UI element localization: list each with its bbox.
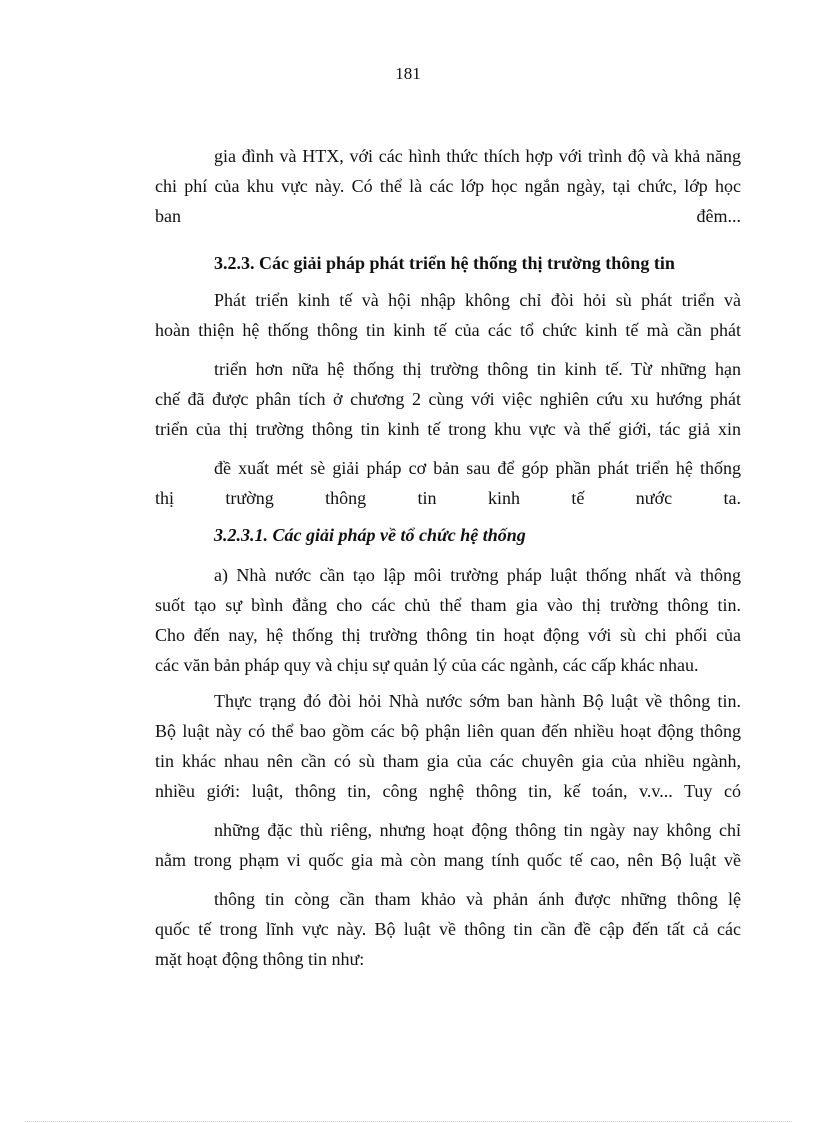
text-line: chế đã được phân tích ở chương 2 cùng với việc nghiên cứu xu hướng phát <box>155 389 741 409</box>
text-line: mặt hoạt động thông tin như: <box>155 949 365 969</box>
text-line: quốc tế trong lĩnh vực này. Bộ luật về thông tin cần đề cập đến tất cả các <box>155 919 741 939</box>
text-line: gia đình và HTX, với các hình thức thích hợp với trình độ và khả năng <box>214 146 741 166</box>
text-line: a) Nhà nước cần tạo lập môi trường pháp luật thống nhất và thông <box>214 565 741 585</box>
subsection-heading: 3.2.3.1. Các giải pháp về tổ chức hệ thống <box>214 525 526 545</box>
text-line: suốt tạo sự bình đẳng cho các chủ thể tham gia vào thị trường thông tin. <box>155 595 741 615</box>
text-line: tin khác nhau nên cần có sù tham gia của các chuyên gia của nhiều ngành, <box>155 751 741 771</box>
page-bottom-divider <box>25 1121 792 1122</box>
text-line: Thực trạng đó đòi hỏi Nhà nước sớm ban hành Bộ luật về thông tin. <box>214 691 741 711</box>
text-line: các văn bản pháp quy và chịu sự quản lý của các ngành, các cấp khác nhau. <box>155 655 699 675</box>
text-line: Cho đến nay, hệ thống thị trường thông tin hoạt động với sù chi phối của <box>155 625 741 645</box>
text-line: thông tin còng cần tham khảo và phản ánh được những thông lệ <box>214 889 741 909</box>
text-line: nằm trong phạm vi quốc gia mà còn mang tính quốc tế cao, nên Bộ luật về <box>155 850 741 870</box>
text-line: thị trường thông tin kinh tế nước ta. <box>155 488 741 508</box>
text-line: triển hơn nữa hệ thống thị trường thông tin kinh tế. Từ những hạn <box>214 359 741 379</box>
page-number: 181 <box>395 64 421 83</box>
text-line: những đặc thù riêng, nhưng hoạt động thông tin ngày nay không chỉ <box>214 820 741 840</box>
text-line: nhiều giới: luật, thông tin, công nghệ thông tin, kế toán, v.v... Tuy có <box>155 781 741 801</box>
text-line: chi phí của khu vực này. Có thể là các lớp học ngắn ngày, tại chức, lớp học <box>155 176 741 196</box>
text-line: triển của thị trường thông tin kinh tế trong khu vực và thế giới, tác giả xin <box>155 419 741 439</box>
section-heading: 3.2.3. Các giải pháp phát triển hệ thống thị trường thông tin <box>214 253 675 273</box>
text-line: Phát triển kinh tế và hội nhập không chỉ đòi hỏi sù phát triển và <box>214 290 741 310</box>
text-line: Bộ luật này có thể bao gồm các bộ phận liên quan đến nhiều hoạt động thông <box>155 721 741 741</box>
text-line: hoàn thiện hệ thống thông tin kinh tế của các tổ chức kinh tế mà cần phát <box>155 320 741 340</box>
text-line: đề xuất mét sè giải pháp cơ bản sau để góp phần phát triển hệ thống <box>214 458 741 478</box>
text-line: ban đêm... <box>155 206 741 226</box>
